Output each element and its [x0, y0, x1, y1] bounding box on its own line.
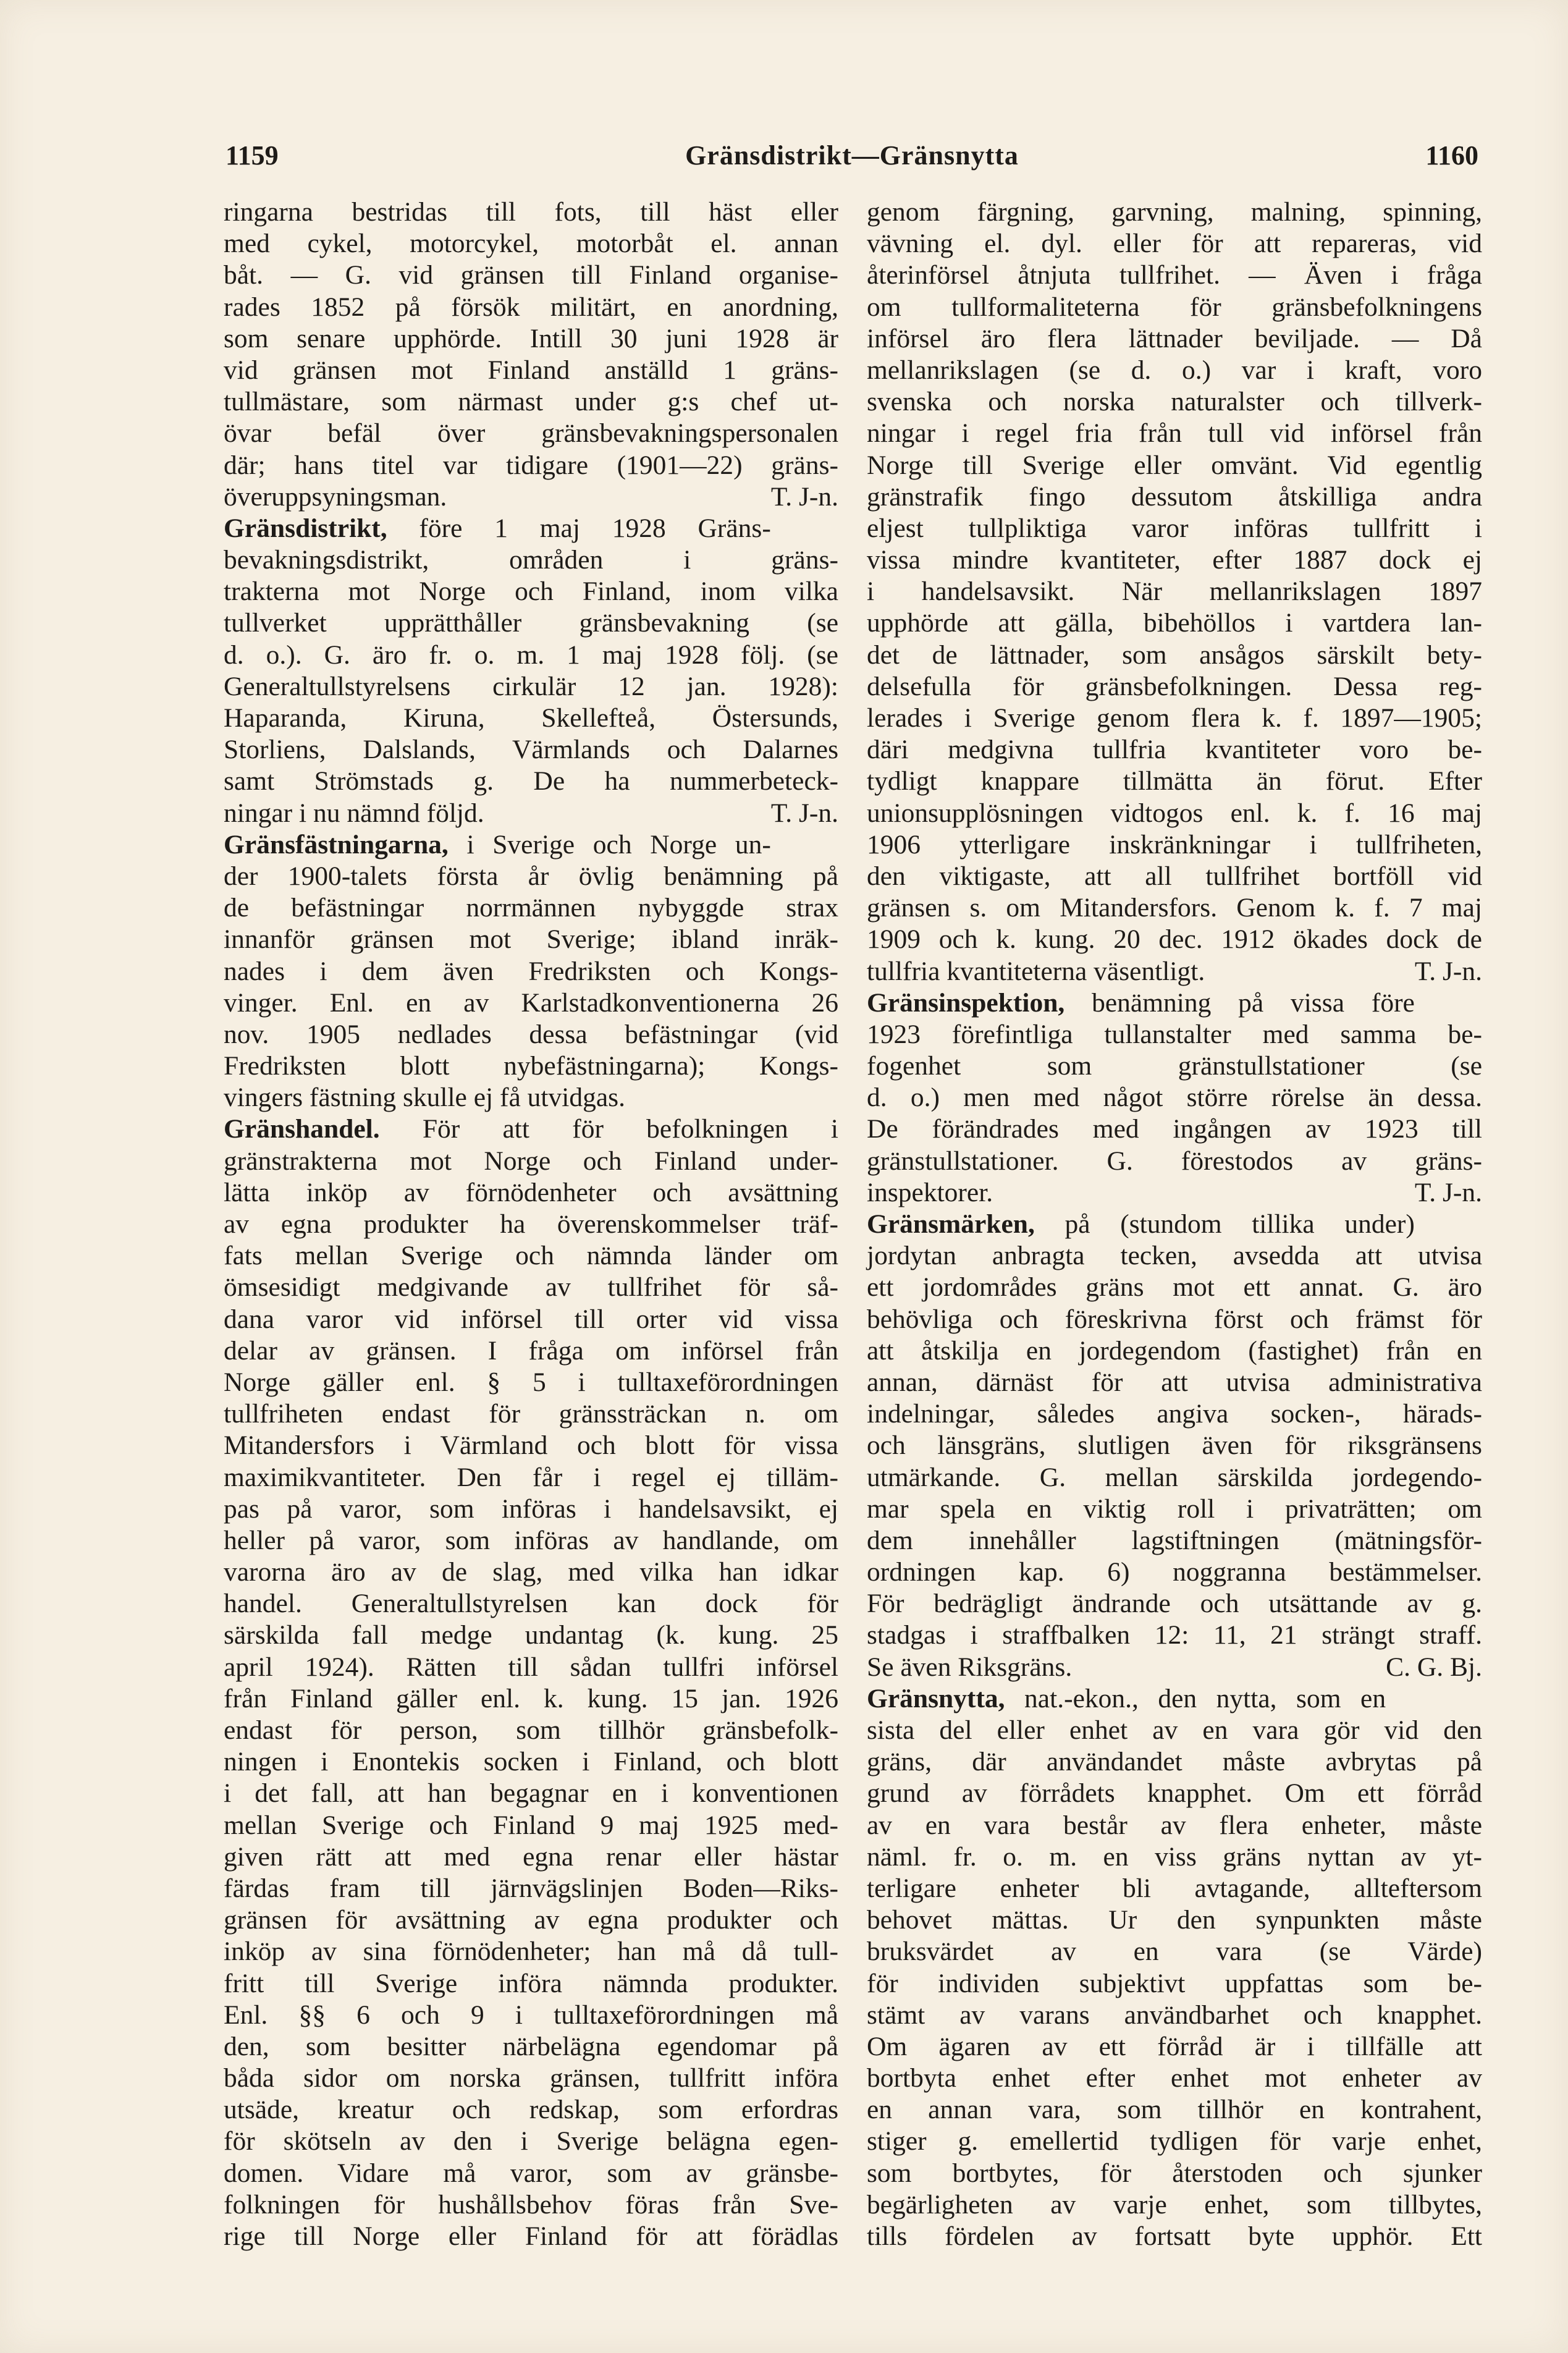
- text-line: ett jordområdes gräns mot ett annat. G. äro: [867, 1272, 1482, 1303]
- text-line: gränsen s. om Mitandersfors. Genom k. f. 7 maj: [867, 893, 1482, 923]
- text-line: bruksvärdet av en vara (se Värde): [867, 1937, 1482, 1967]
- text-line: nov. 1905 nedlades dessa befästningar (vid: [224, 1019, 838, 1049]
- text-line: där; hans titel var tidigare (1901—22) gräns-: [224, 450, 838, 480]
- text-line: att åtskilja en jordegendom (fastighet) från en: [867, 1335, 1482, 1366]
- text-line: återinförsel åtnjuta tullfrihet. — Även i fråga: [867, 260, 1482, 290]
- text-line: stiger g. emellertid tydligen för varje enhet,: [867, 2126, 1482, 2157]
- text-line: bortbyta enhet efter enhet mot enheter av: [867, 2063, 1482, 2093]
- text-line: mellanrikslagen (se d. o.) var i kraft, voro: [867, 355, 1482, 385]
- text-line: begärligheten av varje enhet, som tillbytes,: [867, 2189, 1482, 2220]
- text-line: sista del eller enhet av en vara gör vid den: [867, 1715, 1482, 1745]
- text-line: Gränsnytta, nat.-ekon., den nytta, som en: [867, 1683, 1386, 1713]
- text-line: tullfriheten endast för gränssträckan n. om: [224, 1399, 838, 1429]
- entry-headword: Gränsdistrikt,: [224, 513, 387, 543]
- page-number-right: 1160: [1425, 140, 1478, 171]
- text-line: i handelsavsikt. När mellanrikslagen 1897: [867, 577, 1482, 607]
- text-line: delsefulla för gränsbefolkningen. Dessa reg-: [867, 671, 1482, 701]
- author-signature: T. J-n.: [1414, 1177, 1482, 1207]
- text-line: Gränsdistrikt, före 1 maj 1928 Gräns-: [224, 513, 771, 543]
- text-line: stämt av varans användbarhet och knapphet.: [867, 2000, 1482, 2030]
- text-line: vingers fästning skulle ej få utvidgas.: [224, 1083, 625, 1113]
- text-line: unionsupplösningen vidtogos enl. k. f. 16 maj: [867, 798, 1482, 828]
- text-line: gränsen för avsättning av egna produkter och: [224, 1905, 838, 1935]
- text-line: Generaltullstyrelsens cirkulär 12 jan. 1928):: [224, 671, 838, 701]
- text-line: Gränshandel. För att för befolkningen i: [224, 1114, 838, 1144]
- text-line: genom färgning, garvning, malning, spinning,: [867, 197, 1482, 227]
- text-line: varorna äro av de slag, med vilka han idkar: [224, 1557, 838, 1587]
- text-line: gräns, där användandet måste avbrytas på: [867, 1747, 1482, 1777]
- text-line: gränstullstationer. G. förestodos av gräns-: [867, 1146, 1482, 1176]
- text-line: särskilda fall medge undantag (k. kung. 25: [224, 1620, 838, 1650]
- left-text-column: [224, 196, 838, 2252]
- text-line: folkningen för hushållsbehov föras från Sve-: [224, 2189, 838, 2220]
- text-line: För bedrägligt ändrande och utsättande av g.: [867, 1589, 1482, 1619]
- text-line: vissa mindre kvantiteter, efter 1887 dock ej: [867, 545, 1482, 575]
- text-line: lerades i Sverige genom flera k. f. 1897—1905;: [867, 703, 1482, 733]
- text-line: Gränsinspektion, benämning på vissa före: [867, 987, 1415, 1018]
- text-line: terligare enheter bli avtagande, allteftersom: [867, 1873, 1482, 1903]
- text-line: delar av gränsen. I fråga om införsel från: [224, 1335, 838, 1366]
- text-line: tills fördelen av fortsatt byte upphör. Ett: [867, 2221, 1482, 2251]
- text-line: Enl. §§ 6 och 9 i tulltaxeförordningen må: [224, 2000, 838, 2030]
- text-line: Haparanda, Kiruna, Skellefteå, Östersunds,: [224, 703, 838, 733]
- text-line: behovet mättas. Ur den synpunkten måste: [867, 1905, 1482, 1935]
- text-line: färdas fram till järnvägslinjen Boden—Riks-: [224, 1873, 838, 1903]
- text-line: från Finland gäller enl. k. kung. 15 jan. 1926: [224, 1683, 838, 1713]
- text-line: d. o.) men med något större rörelse än dessa.: [867, 1083, 1482, 1113]
- text-line: den viktigaste, att all tullfrihet bortföll vid: [867, 861, 1482, 891]
- text-line: fats mellan Sverige och nämnda länder om: [224, 1241, 838, 1271]
- text-line: gränstrakterna mot Norge och Finland under-: [224, 1146, 838, 1176]
- text-line: ordningen kap. 6) noggranna bestämmelser.: [867, 1557, 1482, 1587]
- text-line: i det fall, att han begagnar en i konventionen: [224, 1778, 838, 1809]
- text-line: der 1900-talets första år övlig benämning på: [224, 861, 838, 891]
- text-line: utmärkande. G. mellan särskilda jordegendo-: [867, 1462, 1482, 1492]
- text-line: däri medgivna tullfria kvantiteter voro be-: [867, 735, 1482, 765]
- text-line: 1906 ytterligare inskränkningar i tullfriheten,: [867, 829, 1482, 860]
- text-line: april 1924). Rätten till sådan tullfri införsel: [224, 1652, 838, 1682]
- text-line: Gränsmärken, på (stundom tillika under): [867, 1209, 1415, 1239]
- text-line: fritt till Sverige införa nämnda produkter.: [224, 1968, 838, 1998]
- text-line: gränstrafik fingo dessutom åtskilliga andra: [867, 481, 1482, 512]
- text-line: som senare upphörde. Intill 30 juni 1928 är: [224, 323, 838, 353]
- text-line: heller på varor, som införas av handlande, om: [224, 1525, 838, 1555]
- text-line: given rätt att med egna renar eller hästar: [224, 1841, 838, 1872]
- text-line: stadgas i straffbalken 12: 11, 21 strängt straff.: [867, 1620, 1482, 1650]
- text-line: av en vara består av flera enheter, måste: [867, 1810, 1482, 1840]
- text-line: upphörde att gälla, bibehöllos i vartdera lan-: [867, 608, 1482, 638]
- text-line: jordytan anbragta tecken, avsedda att utvisa: [867, 1241, 1482, 1271]
- author-signature: T. J-n.: [770, 481, 838, 512]
- text-line: eljest tullpliktiga varor införas tullfritt i: [867, 513, 1482, 543]
- text-line: och länsgräns, slutligen även för riksgränsens: [867, 1430, 1482, 1461]
- text-line: Se även Riksgräns. C. G. Bj.: [867, 1652, 1482, 1683]
- text-line: De förändrades med ingången av 1923 till: [867, 1114, 1482, 1144]
- text-line: tullmästare, som närmast under g:s chef ut-: [224, 387, 838, 417]
- text-line: utsäde, kreatur och redskap, som erfordras: [224, 2095, 838, 2125]
- text-line: nades i dem även Fredriksten och Kongs-: [224, 956, 838, 986]
- text-line: 1923 förefintliga tullanstalter med samma be-: [867, 1019, 1482, 1049]
- entry-headword: Gränshandel.: [224, 1114, 380, 1144]
- running-header: [226, 135, 1478, 178]
- text-line: näml. fr. o. m. en viss gräns nyttan av yt-: [867, 1841, 1482, 1872]
- text-line: mellan Sverige och Finland 9 maj 1925 med-: [224, 1810, 838, 1840]
- text-line: ningen i Enontekis socken i Finland, och blott: [224, 1747, 838, 1777]
- text-line: båt. — G. vid gränsen till Finland organise-: [224, 260, 838, 290]
- text-line: dana varor vid införsel till orter vid vissa: [224, 1304, 838, 1334]
- text-line: för skötseln av den i Sverige belägna egen-: [224, 2126, 838, 2157]
- text-line: införsel äro flera lättnader beviljade. — Då: [867, 323, 1482, 353]
- author-signature: C. G. Bj.: [1386, 1652, 1482, 1682]
- text-line: bevakningsdistrikt, områden i gräns-: [224, 545, 838, 575]
- text-line: vinger. Enl. en av Karlstadkonventionerna 26: [224, 987, 838, 1018]
- author-signature: T. J-n.: [1414, 956, 1482, 986]
- text-line: fogenhet som gränstullstationer (se: [867, 1051, 1482, 1081]
- text-line: Mitandersfors i Värmland och blott för vissa: [224, 1430, 838, 1461]
- text-line: Gränsfästningarna, i Sverige och Norge un-: [224, 829, 771, 860]
- text-line: Norge gäller enl. § 5 i tulltaxeförordningen: [224, 1367, 838, 1397]
- text-line: inspektorer. T. J-n.: [867, 1177, 1482, 1209]
- entry-headword: Gränsfästningarna,: [224, 829, 449, 860]
- author-signature: T. J-n.: [770, 798, 838, 828]
- text-line: handel. Generaltullstyrelsen kan dock för: [224, 1589, 838, 1619]
- text-line: inköp av sina förnödenheter; han må då tull-: [224, 1937, 838, 1967]
- page-number-left: 1159: [226, 140, 279, 171]
- text-line: båda sidor om norska gränsen, tullfritt införa: [224, 2063, 838, 2093]
- text-line: annan, därnäst för att utvisa administrativa: [867, 1367, 1482, 1397]
- text-line: tullfria kvantiteterna väsentligt. T. J-n.: [867, 956, 1482, 987]
- text-line: Fredriksten blott nybefästningarna); Kongs-: [224, 1051, 838, 1081]
- text-line: innanför gränsen mot Sverige; ibland inräk-: [224, 924, 838, 955]
- text-line: av egna produkter ha överenskommelser träf-: [224, 1209, 838, 1239]
- entry-headword: Gränsmärken,: [867, 1209, 1035, 1239]
- text-line: maximikvantiteter. Den får i regel ej tilläm-: [224, 1462, 838, 1492]
- text-line: pas på varor, som införas i handelsavsikt, ej: [224, 1493, 838, 1524]
- text-line: ningar i nu nämnd följd. T. J-n.: [224, 798, 838, 829]
- text-line: 1909 och k. kung. 20 dec. 1912 ökades dock de: [867, 924, 1482, 955]
- text-line: med cykel, motorcykel, motorbåt el. annan: [224, 229, 838, 259]
- text-line: ömsesidigt medgivande av tullfrihet för så-: [224, 1272, 838, 1303]
- text-line: för individen subjektivt uppfattas som be-: [867, 1968, 1482, 1998]
- entry-headword: Gränsnytta,: [867, 1683, 1005, 1713]
- text-line: som bortbytes, för återstoden och sjunker: [867, 2158, 1482, 2188]
- text-line: lätta inköp av förnödenheter och avsättning: [224, 1177, 838, 1207]
- text-line: tullverket upprätthåller gränsbevakning (se: [224, 608, 838, 638]
- text-line: vävning el. dyl. eller för att repareras, vid: [867, 229, 1482, 259]
- text-line: en annan vara, som tillhör en kontrahent,: [867, 2095, 1482, 2125]
- text-line: det de lättnader, som ansågos särskilt bety-: [867, 640, 1482, 670]
- text-line: Om ägaren av ett förråd är i tillfälle att: [867, 2031, 1482, 2061]
- text-line: mar spela en viktig roll i privaträtten; om: [867, 1493, 1482, 1524]
- text-line: tydligt knappare tillmätta än förut. Efter: [867, 766, 1482, 796]
- text-line: indelningar, således angiva socken-, härads-: [867, 1399, 1482, 1429]
- right-text-column: [867, 196, 1482, 2252]
- entry-headword: Gränsinspektion,: [867, 987, 1065, 1018]
- text-line: vid gränsen mot Finland anställd 1 gräns-: [224, 355, 838, 385]
- running-title: Gränsdistrikt—Gränsnytta: [685, 140, 1019, 171]
- text-line: endast för person, som tillhör gränsbefolk-: [224, 1715, 838, 1745]
- text-line: om tullformaliteterna för gränsbefolkningens: [867, 292, 1482, 322]
- text-line: samt Strömstads g. De ha nummerbeteck-: [224, 766, 838, 796]
- text-line: dem innehåller lagstiftningen (mätningsför-: [867, 1525, 1482, 1555]
- text-line: behövliga och föreskrivna först och främst för: [867, 1304, 1482, 1334]
- text-line: rades 1852 på försök militärt, en anordning,: [224, 292, 838, 322]
- text-line: ningar i regel fria från tull vid införsel från: [867, 418, 1482, 449]
- text-line: de befästningar norrmännen nybyggde strax: [224, 893, 838, 923]
- text-line: överuppsyningsman. T. J-n.: [224, 481, 838, 513]
- text-line: ringarna bestridas till fots, till häst eller: [224, 197, 838, 227]
- text-line: domen. Vidare må varor, som av gränsbe-: [224, 2158, 838, 2188]
- text-line: trakterna mot Norge och Finland, inom vilka: [224, 577, 838, 607]
- text-line: övar befäl över gränsbevakningspersonalen: [224, 418, 838, 449]
- text-line: d. o.). G. äro fr. o. m. 1 maj 1928 följ. (se: [224, 640, 838, 670]
- text-line: grund av förrådets knapphet. Om ett förråd: [867, 1778, 1482, 1809]
- text-line: svenska och norska naturalster och tillverk-: [867, 387, 1482, 417]
- text-line: Storliens, Dalslands, Värmlands och Dalarnes: [224, 735, 838, 765]
- text-line: Norge till Sverige eller omvänt. Vid egentlig: [867, 450, 1482, 480]
- text-line: rige till Norge eller Finland för att förädlas: [224, 2221, 838, 2251]
- text-line: den, som besitter närbelägna egendomar på: [224, 2031, 838, 2061]
